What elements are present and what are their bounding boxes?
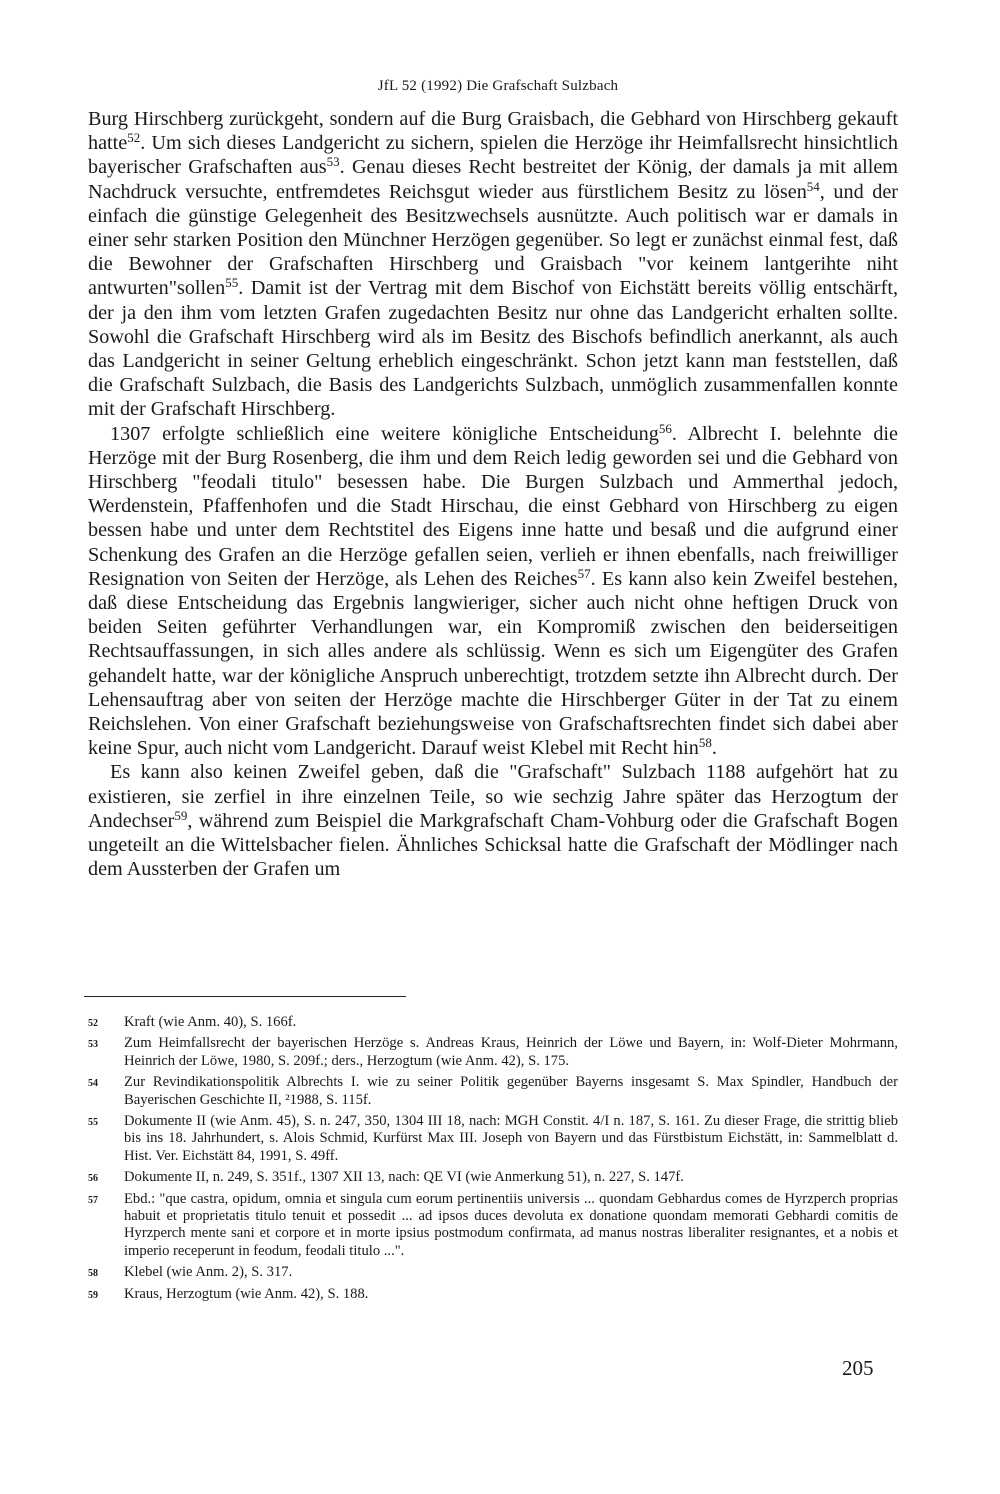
- paragraph-text: .: [711, 737, 717, 760]
- footnotes: [88, 1014, 898, 1307]
- page-number: 205: [842, 1356, 874, 1380]
- footnote-reference[interactable]: 58: [698, 735, 712, 751]
- footnote-text: Dokumente II (wie Anm. 45), S. n. 247, 350, 1304 III 18, nach: MGH Constit. 4/I n. 187, S. 161. Zu dieser Frage, die strittig blieb bis ins 18. Jahrhundert, s. Alois Schmid, Kurfürst Max III. Joseph von Bayern und das Fürstbistum Eichstätt, in: Sammelblatt d. Hist. Ver. Eichstätt 84, 1991, S. 49ff.: [124, 1113, 898, 1164]
- footnote-number: 54: [88, 1078, 98, 1090]
- footnote: [88, 1113, 898, 1165]
- footnote: [88, 1286, 898, 1303]
- footnote-reference[interactable]: 52: [127, 130, 141, 146]
- paragraph-text: . Damit ist der Vertrag mit dem Bischof von Eichstätt bereits völlig entschärft, der ja den ihm vom letzten Grafen zugedachten Besitz nur ohne das Landgericht erhalten sollte. Sowohl die Grafschaft Hirschberg wird als im Besitz des Bischofs befindlich anerkannt, als auch das Landgericht in seiner Geltung erheblich eingeschränkt. Schon jetzt kann man feststellen, daß die Grafschaft Sulzbach, die Basis des Landgerichts Sulzbach, unmöglich zusammenfallen konnte mit der Grafschaft Hirschberg.: [88, 277, 898, 421]
- footnote-number: 56: [88, 1173, 98, 1185]
- body-text: [88, 107, 898, 882]
- paragraph-text: . Albrecht I. belehnte die Herzöge mit der Burg Rosenberg, die ihm und dem Reich ledig geworden sei und die Gebhard von Hirschberg "feodali titulo" besessen habe. Die Burgen Sulzbach und Ammerthal jedoch, Werdenstein, Pfaffenhofen und die Stadt Hirschau, die einst Gebhard von Hirschberg zu eigen bessen habe und unter dem Rechtstitel des Eigens inne hatte und besaß und die aufgrund einer Schenkung des Grafen an die Herzöge gefallen seien, verlieh er ihnen ebenfalls, nach freiwilliger Resignation von Seiten der Herzöge, als Lehen des Reiches: [88, 422, 898, 590]
- footnote-number: 57: [88, 1194, 98, 1206]
- footnote: [88, 1074, 898, 1109]
- footnote: [88, 1035, 898, 1070]
- footnote-number: 58: [88, 1268, 98, 1280]
- footnote-reference[interactable]: 59: [174, 807, 188, 823]
- body-paragraph: [88, 760, 898, 881]
- paragraph-text: Burg Hirschberg zurückgeht, sondern auf die Burg Graisbach, die Gebhard von Hirschberg gekauft hatte: [88, 108, 898, 155]
- footnote-number: 55: [88, 1117, 98, 1129]
- body-paragraph: [88, 422, 898, 761]
- paragraph-text: . Es kann also kein Zweifel bestehen, daß diese Entscheidung das Ergebnis langwieriger, sicher auch nicht ohne heftigen Druck von beiden Seiten geführter Verhandlungen war, ein Kompromiß zwischen den beiderseitigen Rechtsauffassungen, in sich alles andere als schlüssig. Wenn es sich um Eigengüter des Grafen gehandelt hatte, war der königliche Anspruch unberechtigt, trotzdem setzte ihn Albrecht durch. Der Lehensauftrag aber von seiten der Herzöge machte die Hirschberger Güter in der Tat zu einem Reichslehen. Von einer Grafschaft beziehungsweise von Grafschaftsrechten findet sich dabei aber keine Spur, auch nicht vom Landgericht. Darauf weist Klebel mit Recht hin: [88, 567, 898, 760]
- footnote-reference[interactable]: 55: [225, 275, 239, 291]
- footnote-divider: [84, 996, 406, 997]
- footnote-reference[interactable]: 53: [326, 154, 340, 170]
- paragraph-text: Es kann also keinen Zweifel geben, daß die "Grafschaft" Sulzbach 1188 aufgehört hat zu existieren, sie zerfiel in ihre einzelnen Teile, so wie sechzig Jahre später das Herzogtum der Andechser: [88, 761, 898, 832]
- footnote-text: Zum Heimfallsrecht der bayerischen Herzöge s. Andreas Kraus, Heinrich der Löwe und Bayern, in: Wolf-Dieter Mohrmann, Heinrich der Löwe, 1980, S. 209f.; ders., Herzogtum (wie Anm. 42), S. 175.: [124, 1035, 898, 1069]
- footnote-text: Dokumente II, n. 249, S. 351f., 1307 XII 13, nach: QE VI (wie Anmerkung 51), n. 227, S. 147f.: [124, 1169, 684, 1186]
- running-head: JfL 52 (1992) Die Grafschaft Sulzbach: [377, 78, 619, 94]
- paragraph-text: , und der einfach die günstige Gelegenheit des Besitzwechsels ausnützte. Auch politisch war er damals in einer sehr starken Position den Münchner Herzögen gegenüber. So legt er zunächst einmal fest, daß die Bewohner der Grafschaften Hirschberg und Graisbach "vor keinem lantgerihte niht antwurten"sollen: [88, 180, 899, 300]
- body-paragraph: [88, 107, 898, 422]
- footnote-text: Ebd.: "que castra, opidum, omnia et singula cum eorum pertinentiis universis ... quondam Gebhardus comes de Hyrzperch proprias habuit et proprietatis titulo tenuit et possedit ... ad ipsos duces devoluta ex donatione quondam memorati Gebhardi comitis de Hyrzperch mente sani et corpore et in morte ipsius postmodum confirmata, ad manus nostras liberaliter resignantes, et a nobis et imperio receperunt in feodum, feodali titulo ...".: [124, 1190, 898, 1259]
- footnote-number: 53: [88, 1039, 98, 1051]
- footnote-text: Kraft (wie Anm. 40), S. 166f.: [124, 1014, 297, 1030]
- footnote-text: Zur Revindikationspolitik Albrechts I. wie zu seiner Politik gegenüber Bayerns insgesamt S. Max Spindler, Handbuch der Bayerischen Geschichte II, ²1988, S. 115f.: [124, 1074, 898, 1108]
- footnote: [88, 1014, 898, 1031]
- paragraph-text: , während zum Beispiel die Markgrafschaft Cham-Vohburg oder die Grafschaft Bogen ungeteilt an die Wittelsbacher fielen. Ähnliches Schicksal hatte die Grafschaft der Mödlinger nach dem Aussterben der Grafen um: [88, 809, 898, 881]
- footnote-reference[interactable]: 56: [658, 420, 672, 436]
- footnote-reference[interactable]: 57: [577, 565, 591, 581]
- paragraph-text: . Um sich dieses Landgericht zu sichern, spielen die Herzöge ihr Heimfallsrecht hinsichtlich bayerischer Grafschaften aus: [88, 132, 898, 179]
- footnote-reference[interactable]: 54: [806, 178, 820, 194]
- footnote: [88, 1169, 898, 1186]
- paragraph-text: 1307 erfolgte schließlich eine weitere königliche Entscheidung: [110, 422, 659, 445]
- footnote-text: Klebel (wie Anm. 2), S. 317.: [124, 1264, 293, 1281]
- paragraph-text: . Genau dieses Recht bestreitet der König, der damals ja mit allem Nachdruck versuchte, entfremdetes Reichsgut wieder aus fürstlichem Besitz zu lösen: [88, 156, 898, 203]
- footnote-number: 52: [88, 1018, 98, 1029]
- footnote: [88, 1191, 898, 1261]
- footnote: [88, 1264, 898, 1281]
- footnote-text: Kraus, Herzogtum (wie Anm. 42), S. 188.: [124, 1285, 369, 1302]
- footnote-number: 59: [88, 1289, 98, 1301]
